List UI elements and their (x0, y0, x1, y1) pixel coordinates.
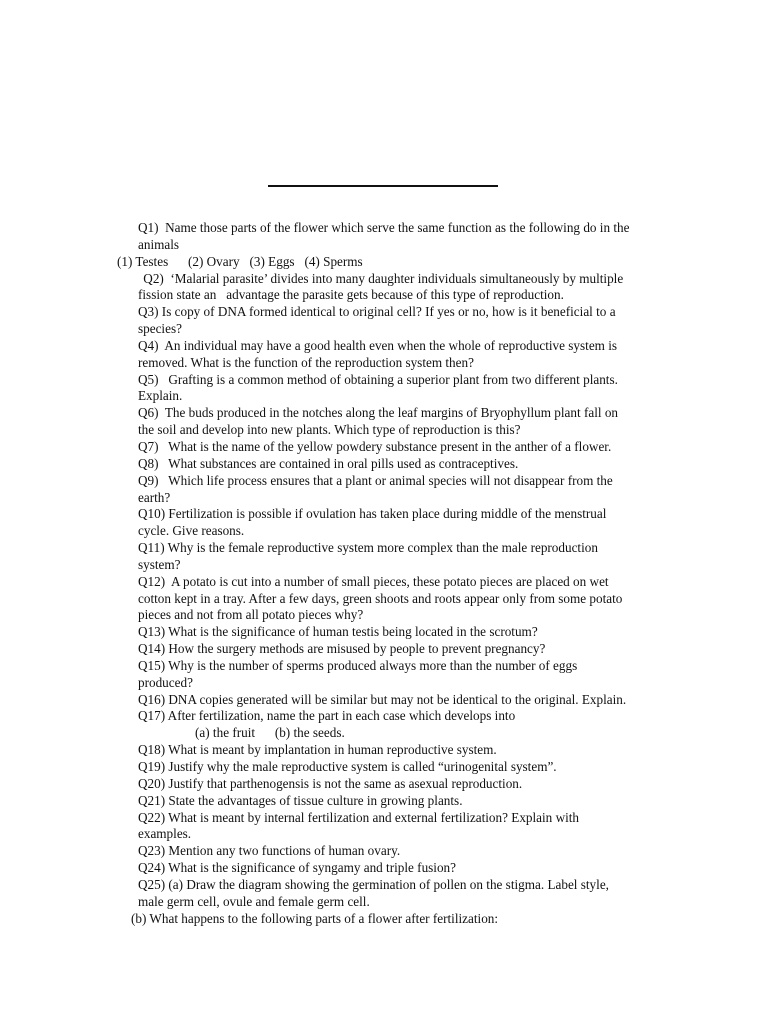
question-line: (1) Testes (2) Ovary (3) Eggs (4) Sperms (117, 253, 363, 269)
question-line: Q7) What is the name of the yellow powdery substance present in the anther of a flower. (138, 438, 612, 454)
title-underline (268, 185, 498, 187)
question-line: Q4) An individual may have a good health even when the whole of reproductive system is (138, 337, 618, 353)
question-line: (b) What happens to the following parts of a flower after fertilization: (131, 910, 499, 926)
question-line: Q13) What is the significance of human testis being located in the scrotum? (138, 624, 538, 640)
question-line: Q14) How the surgery methods are misused by people to prevent pregnancy? (138, 641, 546, 657)
question-line: cycle. Give reasons. (138, 523, 245, 539)
question-line: Q1) Name those parts of the flower which serve the same function as the following do in the (138, 220, 630, 235)
question-line: species? (138, 321, 182, 337)
question-line: Q21) State the advantages of tissue culture in growing plants. (138, 792, 463, 808)
question-line: cotton kept in a tray. After a few days, green shoots and roots appear only from some potato (138, 590, 623, 606)
question-line: produced? (138, 674, 193, 690)
question-line: Q3) Is copy of DNA formed identical to original cell? If yes or no, how is it beneficial to a (138, 304, 616, 320)
question-line: system? (138, 556, 181, 572)
question-line: Q11) Why is the female reproductive system more complex than the male reproduction (138, 540, 598, 556)
question-list (0, 220, 768, 927)
question-line: Q15) Why is the number of sperms produced always more than the number of eggs (138, 657, 578, 673)
question-line: Q18) What is meant by implantation in human reproductive system. (138, 742, 497, 758)
question-line: Q20) Justify that parthenogensis is not the same as asexual reproduction. (138, 775, 523, 791)
question-line: Q8) What substances are contained in oral pills used as contraceptives. (138, 455, 519, 471)
question-line: Q17) After fertilization, name the part in each case which develops into (138, 708, 516, 724)
question-line: removed. What is the function of the reproduction system then? (138, 354, 474, 370)
question-line: Q19) Justify why the male reproductive system is called “urinogenital system”. (138, 759, 557, 774)
question-line: Q24) What is the significance of syngamy and triple fusion? (138, 860, 457, 876)
question-line: animals (138, 236, 180, 252)
question-line: Q23) Mention any two functions of human ovary. (138, 843, 401, 859)
question-line: pieces and not from all potato pieces why? (138, 607, 364, 623)
question-line: Q16) DNA copies generated will be similar but may not be identical to the original. Explain. (138, 691, 627, 707)
question-line: male germ cell, ovule and female germ cell. (138, 893, 370, 909)
question-line: (a) the fruit (b) the seeds. (195, 725, 345, 741)
question-line: Explain. (138, 388, 183, 404)
question-line: Q12) A potato is cut into a number of small pieces, these potato pieces are placed on wet (138, 573, 609, 589)
question-line: Q22) What is meant by internal fertilization and external fertilization? Explain with (138, 809, 580, 825)
question-line: Q9) Which life process ensures that a plant or animal species will not disappear from the (138, 472, 613, 488)
question-line: Q6) The buds produced in the notches along the leaf margins of Bryophyllum plant fall on (138, 405, 619, 421)
question-line: earth? (138, 489, 171, 505)
question-line: the soil and develop into new plants. Which type of reproduction is this? (138, 422, 521, 438)
question-line: Q5) Grafting is a common method of obtaining a superior plant from two different plants. (138, 371, 618, 387)
question-line: examples. (138, 826, 192, 842)
question-line: fission state an advantage the parasite gets because of this type of reproduction. (138, 287, 564, 303)
question-line: Q25) (a) Draw the diagram showing the germination of pollen on the stigma. Label style, (138, 876, 609, 892)
question-line: Q10) Fertilization is possible if ovulation has taken place during middle of the menstrual (138, 506, 607, 522)
question-line: Q2) ‘Malarial parasite’ divides into many daughter individuals simultaneously by multiple (140, 270, 624, 286)
